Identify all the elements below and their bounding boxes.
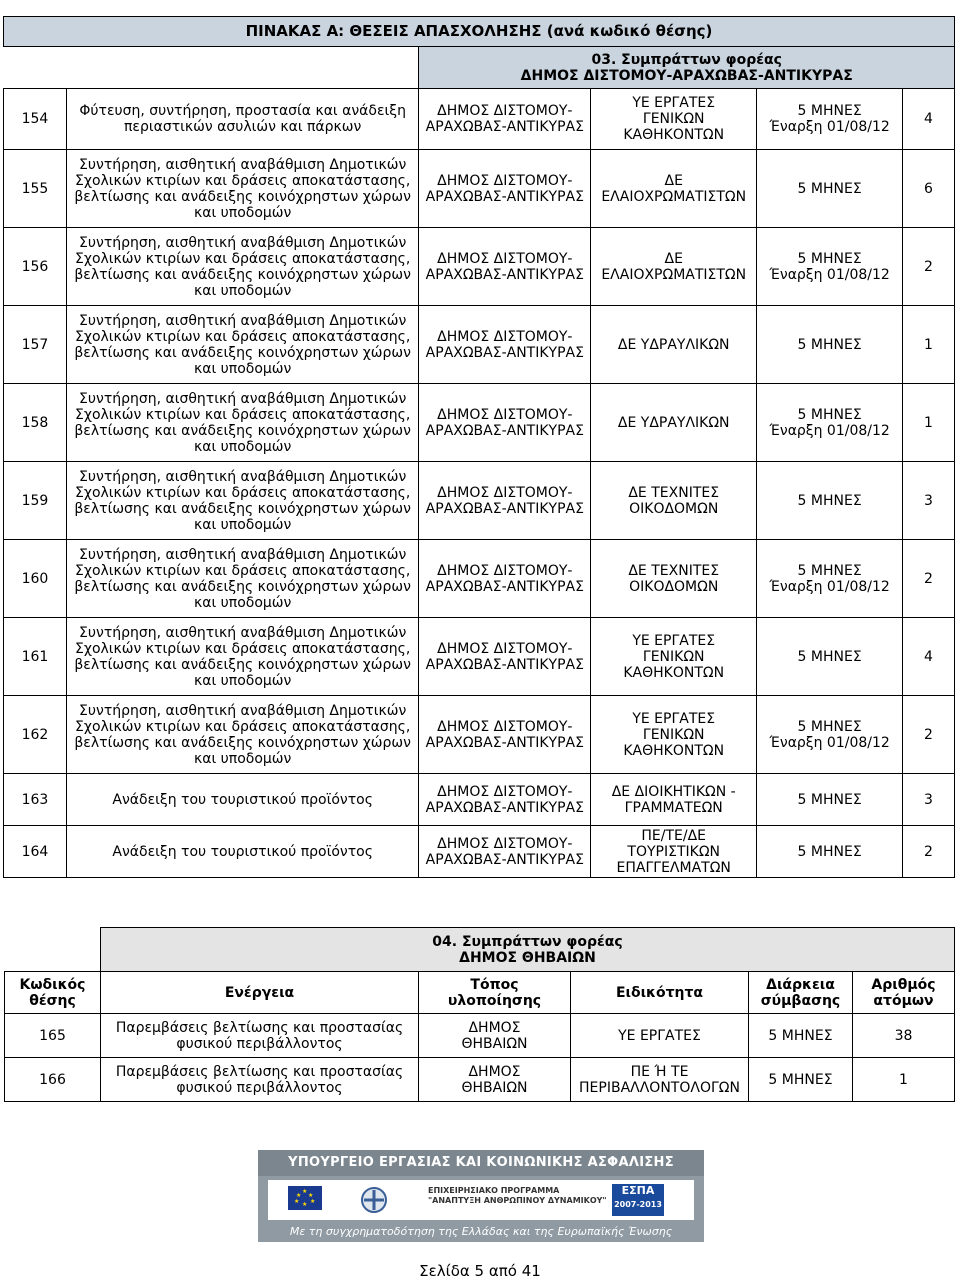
col-header-place: Τόπος υλοποίησης — [419, 972, 571, 1014]
location-cell: ΔΗΜΟΣ ΘΗΒΑΙΩΝ — [419, 1014, 571, 1058]
location-cell: ΔΗΜΟΣ ΔΙΣΤΟΜΟΥ- ΑΡΑΧΩΒΑΣ-ΑΝΤΙΚΥΡΑΣ — [419, 618, 591, 696]
section-line1: 03. Συμπράττων φορέας — [591, 51, 782, 68]
activity-cell: Συντήρηση, αισθητική αναβάθμιση Δημοτικών Σχολικών κτιρίων και δράσεις αποκατάστασης, βελτίωσης και ανάδειξης κοινόχρηστων χώρων και υποδομών — [66, 618, 419, 696]
duration-cell: 5 ΜΗΝΕΣ Έναρξη 01/08/12 — [757, 228, 903, 306]
table-row — [4, 89, 955, 150]
greek-emblem-icon — [354, 1184, 394, 1216]
espa-years: 2007-2013 — [614, 1200, 662, 1209]
positions-table-b — [4, 927, 955, 1102]
position-code: 158 — [4, 384, 67, 462]
duration-cell: 5 ΜΗΝΕΣ Έναρξη 01/08/12 — [757, 540, 903, 618]
activity-cell: Παρεμβάσεις βελτίωσης και προστασίας φυσικού περιβάλλοντος — [101, 1014, 419, 1058]
table-row — [4, 774, 955, 826]
location-cell: ΔΗΜΟΣ ΔΙΣΤΟΜΟΥ- ΑΡΑΧΩΒΑΣ-ΑΝΤΙΚΥΡΑΣ — [419, 306, 591, 384]
location-cell: ΔΗΜΟΣ ΔΙΣΤΟΜΟΥ- ΑΡΑΧΩΒΑΣ-ΑΝΤΙΚΥΡΑΣ — [419, 696, 591, 774]
duration-cell: 5 ΜΗΝΕΣ — [749, 1014, 853, 1058]
specialty-cell: ΥΕ ΕΡΓΑΤΕΣ — [571, 1014, 749, 1058]
section-header-03 — [419, 47, 955, 89]
specialty-cell: ΠΕ/ΤΕ/ΔΕ ΤΟΥΡΙΣΤΙΚΩΝ ΕΠΑΓΓΕΛΜΑΤΩΝ — [591, 826, 757, 878]
section-header-04 — [101, 928, 955, 972]
table-row — [4, 462, 955, 540]
duration-cell: 5 ΜΗΝΕΣ — [757, 826, 903, 878]
position-code: 165 — [5, 1014, 101, 1058]
location-cell: ΔΗΜΟΣ ΔΙΣΤΟΜΟΥ- ΑΡΑΧΩΒΑΣ-ΑΝΤΙΚΥΡΑΣ — [419, 89, 591, 150]
program-logo — [428, 1186, 608, 1216]
headcount-cell: 1 — [903, 306, 955, 384]
table-row — [4, 228, 955, 306]
position-code: 164 — [4, 826, 67, 878]
espa-logo — [612, 1184, 664, 1216]
table-row — [4, 540, 955, 618]
headcount-cell: 4 — [903, 89, 955, 150]
location-cell: ΔΗΜΟΣ ΔΙΣΤΟΜΟΥ- ΑΡΑΧΩΒΑΣ-ΑΝΤΙΚΥΡΑΣ — [419, 384, 591, 462]
specialty-cell: ΔΕ ΤΕΧΝΙΤΕΣ ΟΙΚΟΔΟΜΩΝ — [591, 462, 757, 540]
activity-cell: Συντήρηση, αισθητική αναβάθμιση Δημοτικών Σχολικών κτιρίων και δράσεις αποκατάστασης, βελτίωσης και ανάδειξης κοινόχρηστων χώρων και υποδομών — [66, 696, 419, 774]
headcount-cell: 2 — [903, 540, 955, 618]
activity-cell: Συντήρηση, αισθητική αναβάθμιση Δημοτικών Σχολικών κτιρίων και δράσεις αποκατάστασης, βελτίωσης και ανάδειξης κοινόχρηστων χώρων και υποδομών — [66, 150, 419, 228]
table-title: ΠΙΝΑΚΑΣ Α: ΘΕΣΕΙΣ ΑΠΑΣΧΟΛΗΣΗΣ (ανά κωδικό θέσης) — [245, 22, 713, 40]
specialty-cell: ΔΕ ΔΙΟΙΚΗΤΙΚΩΝ - ΓΡΑΜΜΑΤΕΩΝ — [591, 774, 757, 826]
duration-cell: 5 ΜΗΝΕΣ — [757, 774, 903, 826]
duration-cell: 5 ΜΗΝΕΣ — [757, 306, 903, 384]
table-row — [5, 1014, 955, 1058]
duration-cell: 5 ΜΗΝΕΣ — [757, 150, 903, 228]
col-header-specialty: Ειδικότητα — [571, 972, 749, 1014]
specialty-cell: ΥΕ ΕΡΓΑΤΕΣ ΓΕΝΙΚΩΝ ΚΑΘΗΚΟΝΤΩΝ — [591, 696, 757, 774]
positions-table-a — [3, 16, 955, 878]
table-row — [4, 306, 955, 384]
program-line2: "ΑΝΑΠΤΥΞΗ ΑΝΘΡΩΠΙΝΟΥ ΔΥΝΑΜΙΚΟΥ" — [428, 1196, 607, 1205]
espa-label: ΕΣΠΑ — [621, 1184, 655, 1197]
col-header-code: Κωδικός θέσης — [5, 972, 101, 1014]
position-code: 163 — [4, 774, 67, 826]
location-cell: ΔΗΜΟΣ ΔΙΣΤΟΜΟΥ- ΑΡΑΧΩΒΑΣ-ΑΝΤΙΚΥΡΑΣ — [419, 150, 591, 228]
position-code: 160 — [4, 540, 67, 618]
location-cell: ΔΗΜΟΣ ΔΙΣΤΟΜΟΥ- ΑΡΑΧΩΒΑΣ-ΑΝΤΙΚΥΡΑΣ — [419, 774, 591, 826]
specialty-cell: ΔΕ ΥΔΡΑΥΛΙΚΩΝ — [591, 306, 757, 384]
duration-cell: 5 ΜΗΝΕΣ — [749, 1058, 853, 1102]
table-row — [4, 150, 955, 228]
specialty-cell: ΔΕ ΕΛΑΙΟΧΡΩΜΑΤΙΣΤΩΝ — [591, 228, 757, 306]
activity-cell: Συντήρηση, αισθητική αναβάθμιση Δημοτικών Σχολικών κτιρίων και δράσεις αποκατάστασης, βελτίωσης και ανάδειξης κοινόχρηστων χώρων και υποδομών — [66, 540, 419, 618]
col-header-activity: Ενέργεια — [101, 972, 419, 1014]
page-number: Σελίδα 5 από 41 — [419, 1262, 541, 1280]
activity-cell: Ανάδειξη του τουριστικού προϊόντος — [66, 774, 419, 826]
headcount-cell: 2 — [903, 826, 955, 878]
table-a-title-cell — [4, 17, 955, 47]
ministry-name: ΥΠΟΥΡΓΕΙΟ ΕΡΓΑΣΙΑΣ ΚΑΙ ΚΟΙΝΩΝΙΚΗΣ ΑΣΦΑΛΙΣΗΣ — [258, 1150, 704, 1176]
activity-cell: Συντήρηση, αισθητική αναβάθμιση Δημοτικών Σχολικών κτιρίων και δράσεις αποκατάστασης, βελτίωσης και ανάδειξης κοινόχρηστων χώρων και υποδομών — [66, 462, 419, 540]
specialty-cell: ΥΕ ΕΡΓΑΤΕΣ ΓΕΝΙΚΩΝ ΚΑΘΗΚΟΝΤΩΝ — [591, 618, 757, 696]
location-cell: ΔΗΜΟΣ ΘΗΒΑΙΩΝ — [419, 1058, 571, 1102]
table-row — [4, 618, 955, 696]
position-code: 159 — [4, 462, 67, 540]
headcount-cell: 1 — [853, 1058, 955, 1102]
col-header-count: Αριθμός ατόμων — [853, 972, 955, 1014]
duration-cell: 5 ΜΗΝΕΣ Έναρξη 01/08/12 — [757, 384, 903, 462]
section-line2: ΔΗΜΟΣ ΘΗΒΑΙΩΝ — [459, 949, 596, 966]
headcount-cell: 3 — [903, 774, 955, 826]
table-row — [4, 384, 955, 462]
cofinancing-banner — [258, 1150, 704, 1242]
table-row — [5, 1058, 955, 1102]
location-cell: ΔΗΜΟΣ ΔΙΣΤΟΜΟΥ- ΑΡΑΧΩΒΑΣ-ΑΝΤΙΚΥΡΑΣ — [419, 462, 591, 540]
location-cell: ΔΗΜΟΣ ΔΙΣΤΟΜΟΥ- ΑΡΑΧΩΒΑΣ-ΑΝΤΙΚΥΡΑΣ — [419, 826, 591, 878]
duration-cell: 5 ΜΗΝΕΣ — [757, 618, 903, 696]
headcount-cell: 1 — [903, 384, 955, 462]
headcount-cell: 2 — [903, 696, 955, 774]
headcount-cell: 38 — [853, 1014, 955, 1058]
activity-cell: Συντήρηση, αισθητική αναβάθμιση Δημοτικών Σχολικών κτιρίων και δράσεις αποκατάστασης, βελτίωσης και ανάδειξης κοινόχρηστων χώρων και υποδομών — [66, 306, 419, 384]
activity-cell: Φύτευση, συντήρηση, προστασία και ανάδειξη περιαστικών ασυλιών και πάρκων — [66, 89, 419, 150]
duration-cell: 5 ΜΗΝΕΣ Έναρξη 01/08/12 — [757, 696, 903, 774]
headcount-cell: 6 — [903, 150, 955, 228]
table-row — [4, 826, 955, 878]
position-code: 154 — [4, 89, 67, 150]
activity-cell: Παρεμβάσεις βελτίωσης και προστασίας φυσικού περιβάλλοντος — [101, 1058, 419, 1102]
location-cell: ΔΗΜΟΣ ΔΙΣΤΟΜΟΥ- ΑΡΑΧΩΒΑΣ-ΑΝΤΙΚΥΡΑΣ — [419, 540, 591, 618]
specialty-cell: ΠΕ Ή ΤΕ ΠΕΡΙΒΑΛΛΟΝΤΟΛΟΓΩΝ — [571, 1058, 749, 1102]
position-code: 161 — [4, 618, 67, 696]
specialty-cell: ΔΕ ΕΛΑΙΟΧΡΩΜΑΤΙΣΤΩΝ — [591, 150, 757, 228]
location-cell: ΔΗΜΟΣ ΔΙΣΤΟΜΟΥ- ΑΡΑΧΩΒΑΣ-ΑΝΤΙΚΥΡΑΣ — [419, 228, 591, 306]
table-row — [4, 696, 955, 774]
headcount-cell: 4 — [903, 618, 955, 696]
duration-cell: 5 ΜΗΝΕΣ — [757, 462, 903, 540]
position-code: 156 — [4, 228, 67, 306]
position-code: 162 — [4, 696, 67, 774]
activity-cell: Συντήρηση, αισθητική αναβάθμιση Δημοτικών Σχολικών κτιρίων και δράσεις αποκατάστασης, βελτίωσης και ανάδειξης κοινόχρηστων χώρων και υποδομών — [66, 384, 419, 462]
section-line1: 04. Συμπράττων φορέας — [432, 933, 623, 950]
col-header-duration: Διάρκεια σύμβασης — [749, 972, 853, 1014]
headcount-cell: 3 — [903, 462, 955, 540]
eu-flag-icon: ★ ★ ★ ★ ★ ★ — [288, 1186, 322, 1210]
program-line1: ΕΠΙΧΕΙΡΗΣΙΑΚΟ ΠΡΟΓΡΑΜΜΑ — [428, 1186, 560, 1195]
cofinance-text: Με τη συγχρηματοδότηση της Ελλάδας και της Ευρωπαϊκής Ένωσης — [289, 1225, 673, 1238]
headcount-cell: 2 — [903, 228, 955, 306]
duration-cell: 5 ΜΗΝΕΣ Έναρξη 01/08/12 — [757, 89, 903, 150]
activity-cell: Ανάδειξη του τουριστικού προϊόντος — [66, 826, 419, 878]
activity-cell: Συντήρηση, αισθητική αναβάθμιση Δημοτικών Σχολικών κτιρίων και δράσεις αποκατάστασης, βελτίωσης και ανάδειξης κοινόχρηστων χώρων και υποδομών — [66, 228, 419, 306]
position-code: 155 — [4, 150, 67, 228]
position-code: 157 — [4, 306, 67, 384]
specialty-cell: ΥΕ ΕΡΓΑΤΕΣ ΓΕΝΙΚΩΝ ΚΑΘΗΚΟΝΤΩΝ — [591, 89, 757, 150]
section-line2: ΔΗΜΟΣ ΔΙΣΤΟΜΟΥ-ΑΡΑΧΩΒΑΣ-ΑΝΤΙΚΥΡΑΣ — [520, 67, 853, 84]
position-code: 166 — [5, 1058, 101, 1102]
specialty-cell: ΔΕ ΤΕΧΝΙΤΕΣ ΟΙΚΟΔΟΜΩΝ — [591, 540, 757, 618]
logos-strip — [268, 1180, 694, 1220]
specialty-cell: ΔΕ ΥΔΡΑΥΛΙΚΩΝ — [591, 384, 757, 462]
